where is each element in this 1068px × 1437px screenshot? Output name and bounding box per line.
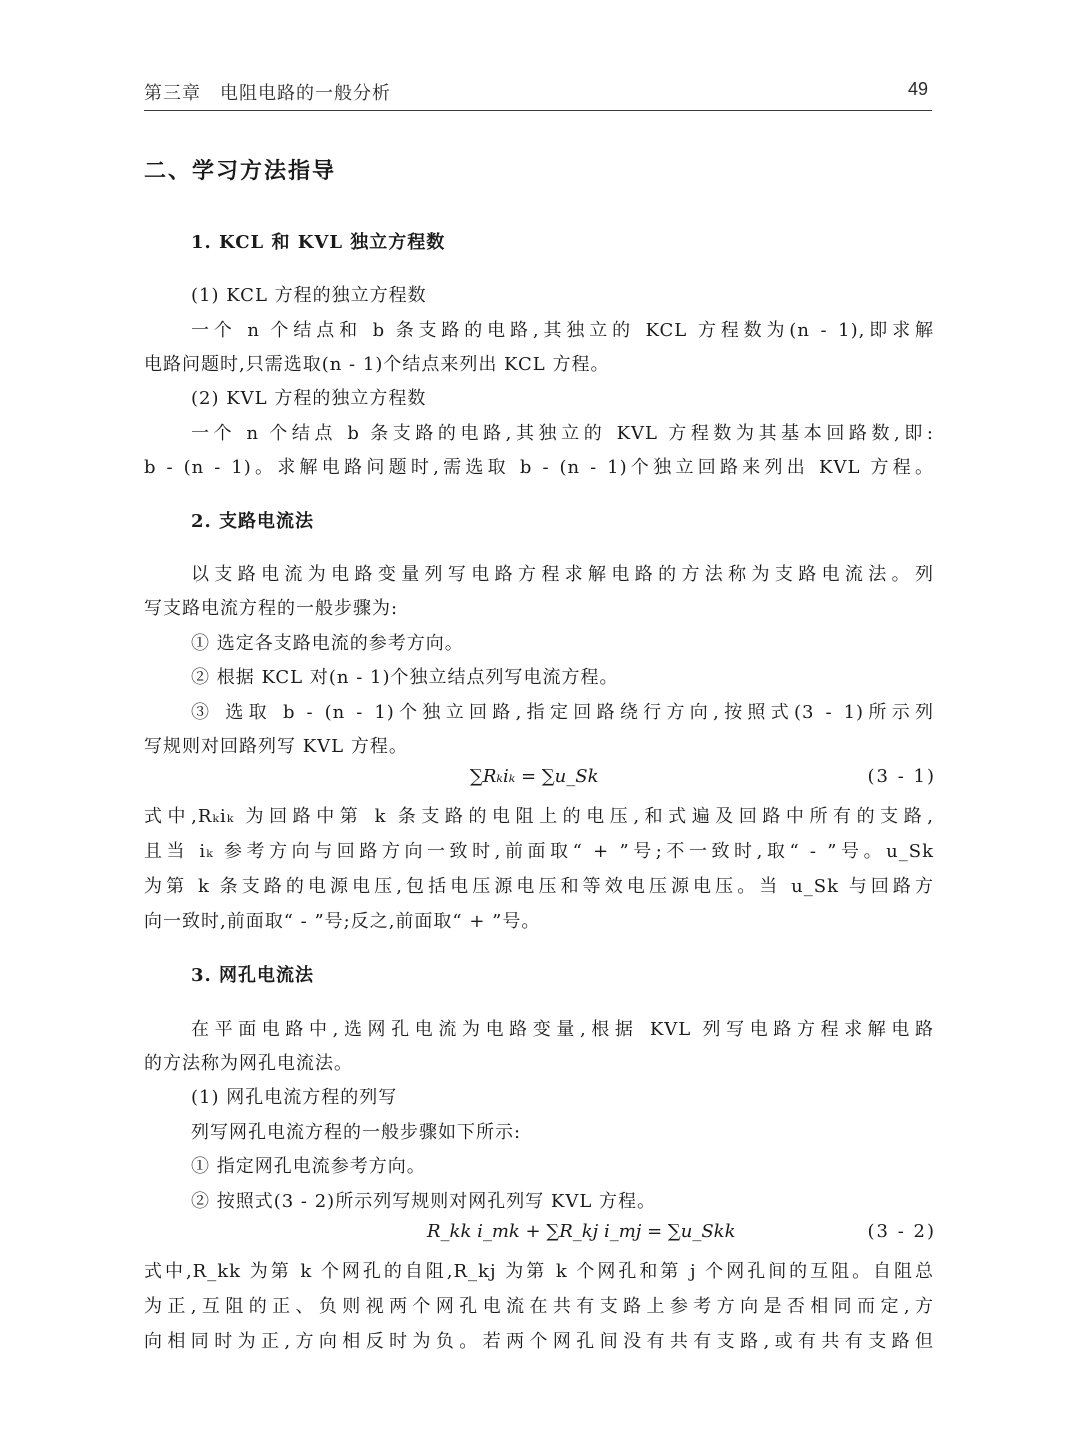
chapter-title: 第三章 电阻电路的一般分析 (144, 83, 391, 104)
text-line: 写支路电流方程的一般步骤为: (144, 598, 399, 619)
text-line: 一个 n 个结点 b 条支路的电路,其独立的 KVL 方程数为其基本回路数,即: (191, 423, 934, 444)
text-line: 式中,R_kk 为第 k 个网孔的自阻,R_kj 为第 k 个网孔和第 j 个网孔间的互阻。自阻总 (144, 1261, 934, 1282)
text-line: 为第 k 条支路的电源电压,包括电压源电压和等效电压源电压。当 u_Sk 与回路方 (144, 876, 934, 897)
subsection-title-2: 2. 支路电流法 (191, 511, 315, 532)
text-line: 为正,互阻的正、负则视两个网孔电流在共有支路上参考方向是否相同而定,方 (144, 1296, 934, 1317)
equation-number: (3 - 2) (867, 1221, 936, 1242)
text-line: 以支路电流为电路变量列写电路方程求解电路的方法称为支路电流法。列 (191, 564, 934, 585)
text-line: 一个 n 个结点和 b 条支路的电路,其独立的 KCL 方程数为(n - 1),即求解 (191, 320, 934, 341)
list-item: ② 按照式(3 - 2)所示列写规则对网孔列写 KVL 方程。 (191, 1191, 657, 1212)
list-item: ③ 选取 b - (n - 1)个独立回路,指定回路绕行方向,按照式(3 - 1)所示列 (191, 702, 934, 723)
running-header (144, 76, 932, 111)
paragraph-heading: (1) KCL 方程的独立方程数 (191, 285, 427, 306)
subsection-title-1: 1. KCL 和 KVL 独立方程数 (191, 232, 446, 253)
text-line: 电路问题时,只需选取(n - 1)个结点来列出 KCL 方程。 (144, 354, 610, 375)
equation: R_kk i_mk + ∑R_kj i_mj = ∑u_Skk (427, 1221, 736, 1242)
list-item: ② 根据 KCL 对(n - 1)个独立结点列写电流方程。 (191, 667, 619, 688)
paragraph-heading: (2) KVL 方程的独立方程数 (191, 388, 427, 409)
text-line: 的方法称为网孔电流法。 (144, 1053, 353, 1074)
equation: ∑Rₖiₖ = ∑u_Sk (470, 766, 599, 787)
text-line: 写规则对回路列写 KVL 方程。 (144, 736, 408, 757)
paragraph-heading: (1) 网孔电流方程的列写 (191, 1087, 398, 1108)
list-item: ① 选定各支路电流的参考方向。 (191, 633, 464, 654)
text-line: b - (n - 1)。求解电路问题时,需选取 b - (n - 1)个独立回路来列出 KVL 方程。 (144, 457, 934, 478)
text-line: 式中,Rₖiₖ 为回路中第 k 条支路的电阻上的电压,和式遍及回路中所有的支路, (144, 806, 934, 827)
subsection-title-3: 3. 网孔电流法 (191, 965, 315, 986)
text-line: 向相同时为正,方向相反时为负。若两个网孔间没有共有支路,或有共有支路但 (144, 1331, 934, 1352)
text-line: 向一致时,前面取“ - ”号;反之,前面取“ + ”号。 (144, 911, 541, 932)
list-item: ① 指定网孔电流参考方向。 (191, 1156, 426, 1177)
equation-number: (3 - 1) (867, 766, 936, 787)
section-title: 二、学习方法指导 (144, 159, 337, 184)
text-line: 且当 iₖ 参考方向与回路方向一致时,前面取“ + ”号;不一致时,取“ - ”号。u_Sk (144, 841, 934, 862)
page-number: 49 (907, 79, 928, 99)
text-line: 列写网孔电流方程的一般步骤如下所示: (191, 1122, 522, 1143)
text-line: 在平面电路中,选网孔电流为电路变量,根据 KVL 列写电路方程求解电路 (191, 1019, 934, 1040)
